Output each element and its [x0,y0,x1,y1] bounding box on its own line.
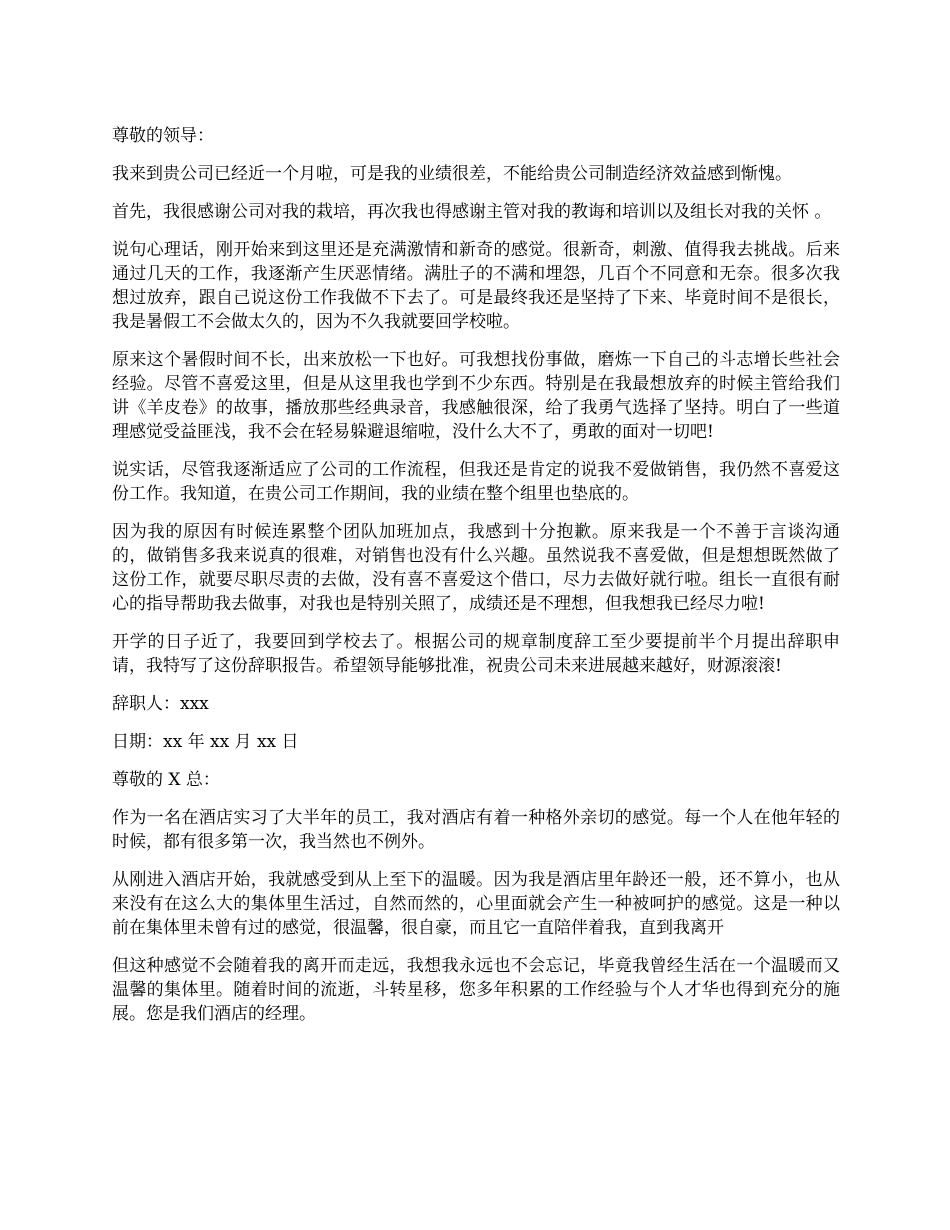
paragraph: 但这种感觉不会随着我的离开而走远，我想我永远也不会忘记，毕竟我曾经生活在一个温暖而又温馨的集体里。随着时间的流逝，斗转星移，您多年积累的工作经验与个人才华也得到充分的施展。您是我们酒店的经理。 [112,956,840,1024]
paragraph: 从刚进入酒店开始，我就感受到从上至下的温暖。因为我是酒店里年龄还一般，还不算小，也从来没有在这么大的集体里生活过，自然而然的，心里面就会产生一种被呵护的感觉。这是一种以前在集体里未曾有过的感觉，很温馨，很自豪，而且它一直陪伴着我，直到我离开 [112,870,840,938]
document-body [112,124,840,1040]
paragraph: 说句心理话，刚开始来到这里还是充满激情和新奇的感觉。很新奇，刺激、值得我去挑战。后来通过几天的工作，我逐渐产生厌恶情绪。满肚子的不满和埋怨，几百个不同意和无奈。很多次我想过放弃，跟自己说这份工作我做不下去了。可是最终我还是坚持了下来、毕竟时间不是很长，我是暑假工不会做太久的，因为不久我就要回学校啦。 [112,240,840,332]
signature-date: 日期：xx 年 xx 月 xx 日 [112,732,299,752]
salutation: 尊敬的领导： [112,126,214,146]
signature-name: 辞职人：xxx [112,694,209,714]
paragraph: 说实话，尽管我逐渐适应了公司的工作流程，但我还是肯定的说我不爱做销售，我仍然不喜爱这份工作。我知道，在贵公司工作期间，我的业绩在整个组里也垫底的。 [112,460,840,504]
salutation: 尊敬的 X 总： [112,770,220,790]
paragraph: 首先，我很感谢公司对我的栽培，再次我也得感谢主管对我的教诲和培训以及组长对我的关怀 。 [112,202,832,222]
paragraph: 因为我的原因有时候连累整个团队加班加点，我感到十分抱歉。原来我是一个不善于言谈沟通的，做销售多我来说真的很难，对销售也没有什么兴趣。虽然说我不喜爱做，但是想想既然做了这份工作，就要尽职尽责的去做，没有喜不喜爱这个借口，尽力去做好就行啦。组长一直很有耐心的指导帮助我去做事，对我也是特别关照了，成绩还是不理想，但我想我已经尽力啦! [112,522,840,614]
paragraph: 开学的日子近了，我要回到学校去了。根据公司的规章制度辞工至少要提前半个月提出辞职申请，我特写了这份辞职报告。希望领导能够批准，祝贵公司未来进展越来越好，财源滚滚! [112,632,840,676]
paragraph: 作为一名在酒店实习了大半年的员工，我对酒店有着一种格外亲切的感觉。每一个人在他年轻的时候，都有很多第一次，我当然也不例外。 [112,808,840,852]
paragraph: 原来这个暑假时间不长，出来放松一下也好。可我想找份事做，磨炼一下自己的斗志增长些社会经验。尽管不喜爱这里，但是从这里我也学到不少东西。特别是在我最想放弃的时候主管给我们讲《羊皮卷》的故事，播放那些经典录音，我感触很深，给了我勇气选择了坚持。明白了一些道理感觉受益匪浅，我不会在轻易躲避退缩啦，没什么大不了，勇敢的面对一切吧! [112,350,840,442]
paragraph: 我来到贵公司已经近一个月啦，可是我的业绩很差，不能给贵公司制造经济效益感到惭愧。 [112,164,792,184]
